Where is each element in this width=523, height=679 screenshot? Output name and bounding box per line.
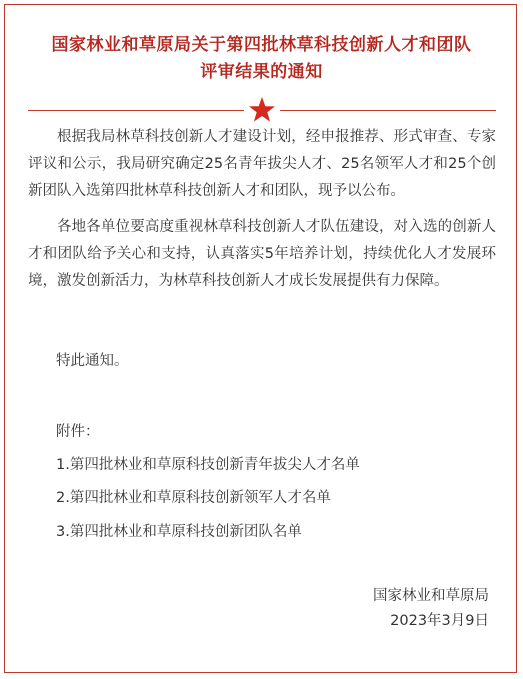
document-body [28,124,496,304]
title-line-2: 评审结果的通知 [200,62,323,82]
body-paragraph-2: 各地各单位要高度重视林草科技创新人才队伍建设，对入选的创新人才和团队给予关心和支持，认真落实5年培养计划，持续优化人才发展环境，激发创新活力，为林草科技创新人才成长发展提供有力保障。 [28,219,496,289]
signature-date: 2023年3月9日 [390,613,489,629]
red-star-icon [248,96,276,124]
closing-notice: 特此通知。 [56,353,129,369]
divider-left [28,110,244,111]
title-line-1: 国家林业和草原局关于第四批林草科技创新人才和团队 [51,35,472,55]
signature-org: 国家林业和草原局 [373,588,489,604]
body-paragraph-1: 根据我局林草科技创新人才建设计划，经申报推荐、形式审查、专家评议和公示，我局研究确定25名青年拔尖人才、25名领军人才和25个创新团队入选第四批林草科技创新人才和团队，现予以公布。 [28,129,496,199]
attachments-label: 附件： [56,424,100,440]
attachment-item-3: 3.第四批林业和草原科技创新团队名单 [56,524,302,540]
divider-right [280,110,496,111]
attachment-item-2: 2.第四批林业和草原科技创新领军人才名单 [56,490,331,506]
attachment-item-1: 1.第四批林业和草原科技创新青年拔尖人才名单 [56,457,360,473]
document-title [0,32,523,86]
